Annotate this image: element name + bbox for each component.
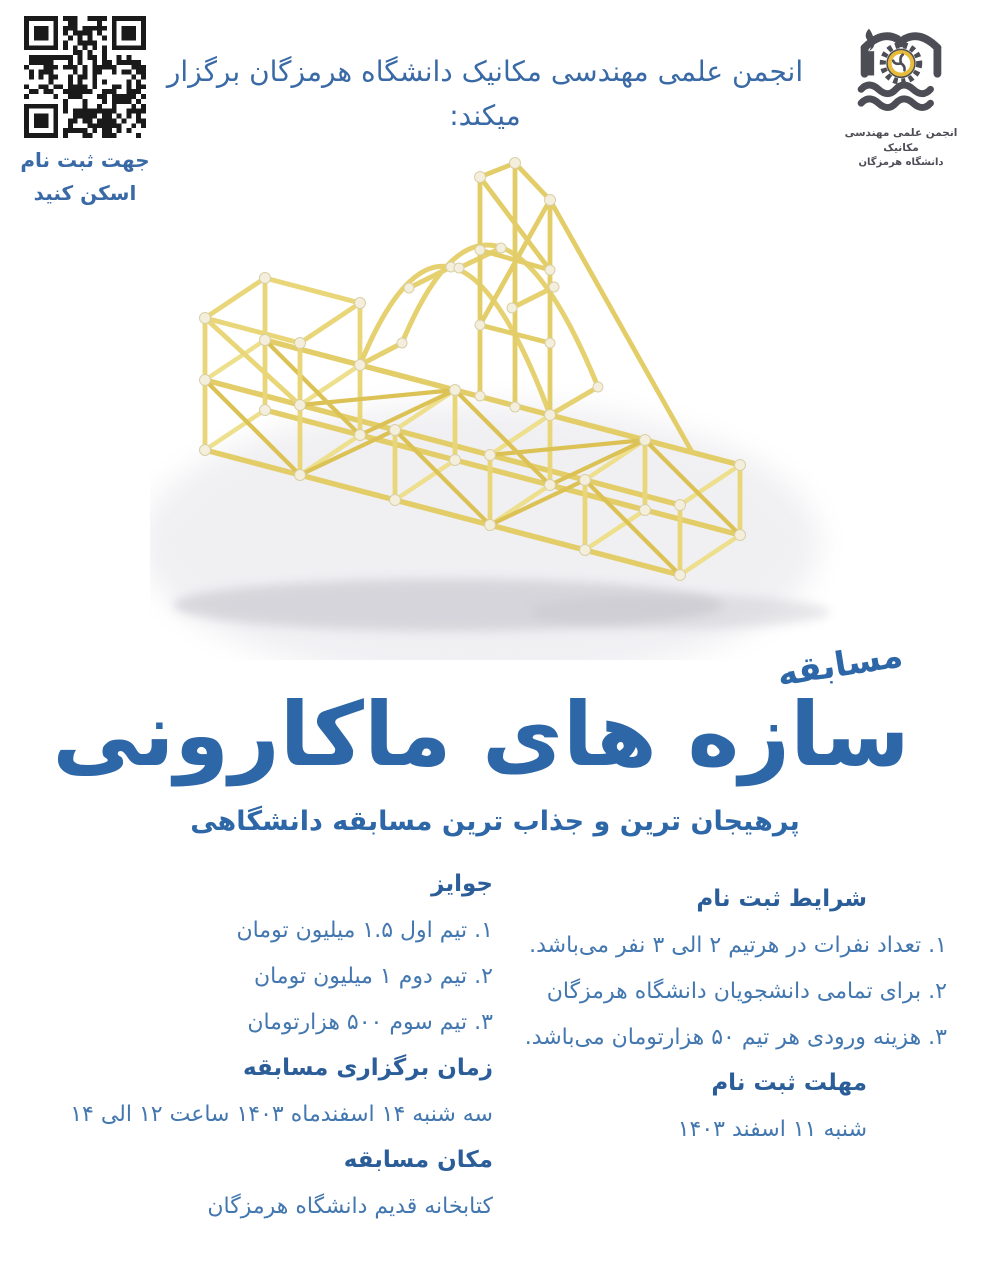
condition-item-2: ۲. برای تمامی دانشجویان دانشگاه هرمزگان [546, 979, 947, 1004]
prize-item-2: ۲. تیم دوم ۱ میلیون تومان [253, 964, 493, 989]
schedule-header: زمان برگزاری مسابقه [242, 1055, 493, 1081]
conditions-header: شرایط ثبت نام [696, 886, 867, 912]
qr-caption-line1: جهت ثبت نام [20, 148, 150, 172]
prize-item-1: ۱. تیم اول ۱.۵ میلیون تومان [236, 918, 493, 943]
page-title: سازه های ماکارونی [52, 683, 910, 786]
qr-registration-block [10, 14, 160, 210]
logo-text-line1: انجمن علمی مهندسی مکانیک [844, 127, 958, 154]
prize-item-3: ۳. تیم سوم ۵۰۰ هزارتومان [247, 1010, 493, 1035]
page-subtitle: پرهیجان ترین و جذاب ترین مسابقه دانشگاهی [190, 806, 800, 837]
condition-item-3: ۳. هزینه ورودی هر تیم ۵۰ هزارتومان می‌باشد. [524, 1025, 947, 1050]
title-word-competition: مسابقه [774, 635, 906, 695]
location-value: کتابخانه قدیم دانشگاه هرمزگان [207, 1194, 493, 1219]
macaroni-truss-structure-photo [150, 115, 850, 660]
prizes-header: جوایز [431, 871, 493, 897]
book-gear-torch-waves-emblem-icon [848, 20, 954, 124]
prizes-column [43, 868, 493, 1222]
schedule-value: سه شنبه ۱۴ اسفندماه ۱۴۰۳ ساعت ۱۲ الی ۱۴ [70, 1102, 493, 1127]
qr-caption-line2: اسکن کنید [33, 181, 137, 205]
deadline-value: شنبه ۱۱ اسفند ۱۴۰۳ [677, 1117, 867, 1142]
qr-code-icon [24, 16, 146, 138]
location-header: مکان مسابقه [343, 1147, 493, 1173]
organizer-announcement: انجمن علمی مهندسی مکانیک دانشگاه هرمزگان برگزار میکند: [166, 55, 804, 132]
conditions-column [507, 883, 947, 1145]
condition-item-1: ۱. تعداد نفرات در هرتیم ۲ الی ۳ نفر می‌باشد. [529, 933, 947, 958]
logo-text-line2: دانشگاه هرمزگان [858, 157, 944, 168]
deadline-header: مهلت ثبت نام [711, 1070, 867, 1096]
